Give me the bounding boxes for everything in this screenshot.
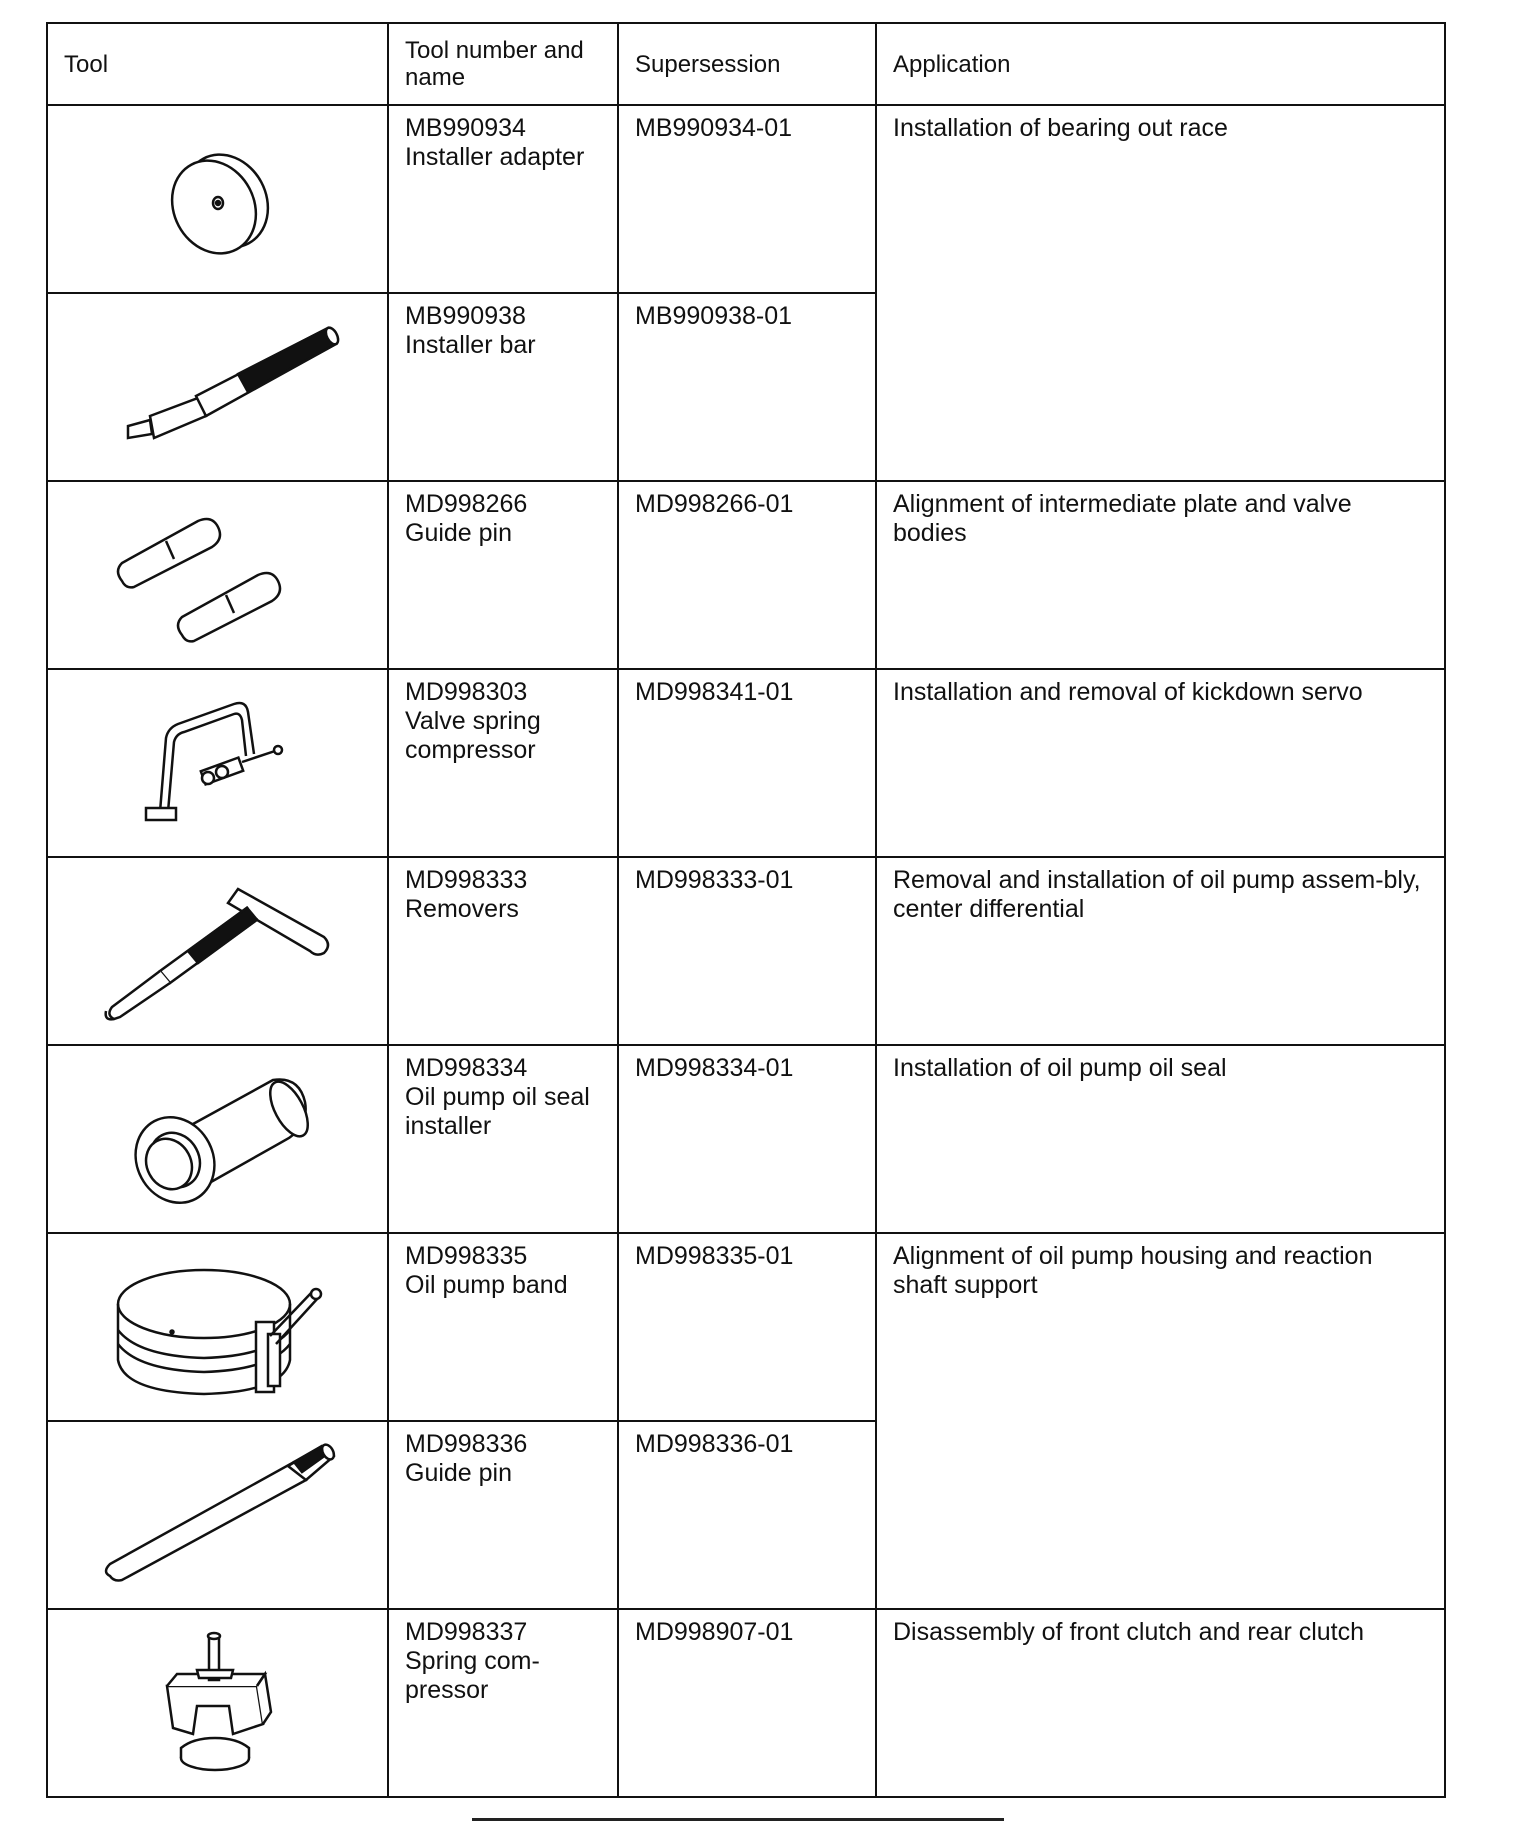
guide-pin-drawing	[98, 1440, 338, 1590]
table-header-row	[47, 23, 1445, 105]
tool-number-name-cell	[388, 1421, 618, 1609]
header-application: Application	[876, 23, 1445, 105]
tool-name: Oil pump oil seal installer	[405, 1083, 590, 1140]
application-cell: Installation of bearing out race	[876, 105, 1445, 481]
tool-name: Installer adapter	[405, 143, 585, 171]
supersession-cell: MB990934-01	[618, 105, 876, 293]
tool-number-name-cell	[388, 105, 618, 293]
tool-number-name-cell	[388, 857, 618, 1045]
supersession-cell: MD998266-01	[618, 481, 876, 669]
application-cell: Removal and installation of oil pump assem-bly, center differential	[876, 857, 1445, 1045]
tool-number-name-cell	[388, 1233, 618, 1421]
bottom-rule	[472, 1818, 1004, 1821]
supersession-cell: MD998341-01	[618, 669, 876, 857]
header-tool: Tool	[47, 23, 388, 105]
tool-name: Spring com-pressor	[405, 1647, 540, 1704]
application-cell: Installation and removal of kickdown servo	[876, 669, 1445, 857]
supersession-cell: MD998335-01	[618, 1233, 876, 1421]
table-row	[47, 857, 1445, 1045]
table-row	[47, 1045, 1445, 1233]
tool-number-name-cell	[388, 1045, 618, 1233]
supersession-cell: MD998333-01	[618, 857, 876, 1045]
table-row	[47, 481, 1445, 669]
tool-image-cell	[47, 481, 388, 669]
application-cell: Alignment of intermediate plate and valve bodies	[876, 481, 1445, 669]
tool-name: Installer bar	[405, 331, 536, 359]
tool-image-cell	[47, 293, 388, 481]
oil-pump-band-drawing	[108, 1252, 328, 1402]
tool-number: MD998303	[405, 678, 528, 706]
tool-name: Valve spring compressor	[405, 707, 541, 764]
supersession-cell: MD998334-01	[618, 1045, 876, 1233]
removers-drawing	[98, 871, 338, 1031]
tool-image-cell	[47, 1045, 388, 1233]
tool-number: MD998266	[405, 490, 528, 518]
tool-image-cell	[47, 1609, 388, 1797]
installer-adapter-drawing	[158, 139, 278, 259]
table-row	[47, 669, 1445, 857]
tool-number-name-cell	[388, 481, 618, 669]
table-row	[47, 1609, 1445, 1797]
tool-number: MD998336	[405, 1430, 528, 1458]
oil-seal-installer-drawing	[123, 1064, 313, 1214]
header-supersession: Supersession	[618, 23, 876, 105]
supersession-cell: MD998336-01	[618, 1421, 876, 1609]
application-cell: Alignment of oil pump housing and reaction shaft support	[876, 1233, 1445, 1609]
tool-name: Guide pin	[405, 519, 513, 547]
installer-bar-drawing	[88, 312, 348, 462]
tool-number: MD998335	[405, 1242, 528, 1270]
supersession-cell: MB990938-01	[618, 293, 876, 481]
tool-image-cell	[47, 1233, 388, 1421]
supersession-cell: MD998907-01	[618, 1609, 876, 1797]
tool-image-cell	[47, 1421, 388, 1609]
tool-number-name-cell	[388, 1609, 618, 1797]
tool-number: MD998333	[405, 866, 528, 894]
tool-number: MB990938	[405, 302, 526, 330]
tool-image-cell	[47, 105, 388, 293]
special-tools-table	[46, 22, 1446, 1798]
tool-image-cell	[47, 669, 388, 857]
tool-image-cell	[47, 857, 388, 1045]
tool-number-name-cell	[388, 293, 618, 481]
application-cell: Installation of oil pump oil seal	[876, 1045, 1445, 1233]
tool-number: MB990934	[405, 114, 526, 142]
tool-number: MD998337	[405, 1618, 528, 1646]
tool-name: Removers	[405, 895, 519, 923]
valve-spring-compressor-drawing	[138, 688, 298, 838]
tool-number: MD998334	[405, 1054, 528, 1082]
header-tool-number-and-name: Tool number and name	[388, 23, 618, 105]
tool-name: Guide pin	[405, 1459, 513, 1487]
tool-number-name-cell	[388, 669, 618, 857]
tool-name: Oil pump band	[405, 1271, 568, 1299]
application-cell: Disassembly of front clutch and rear clutch	[876, 1609, 1445, 1797]
table-row	[47, 1233, 1445, 1421]
table-row	[47, 105, 1445, 293]
guide-pin-pair-drawing	[108, 505, 328, 645]
spring-compressor-drawing	[153, 1628, 283, 1778]
